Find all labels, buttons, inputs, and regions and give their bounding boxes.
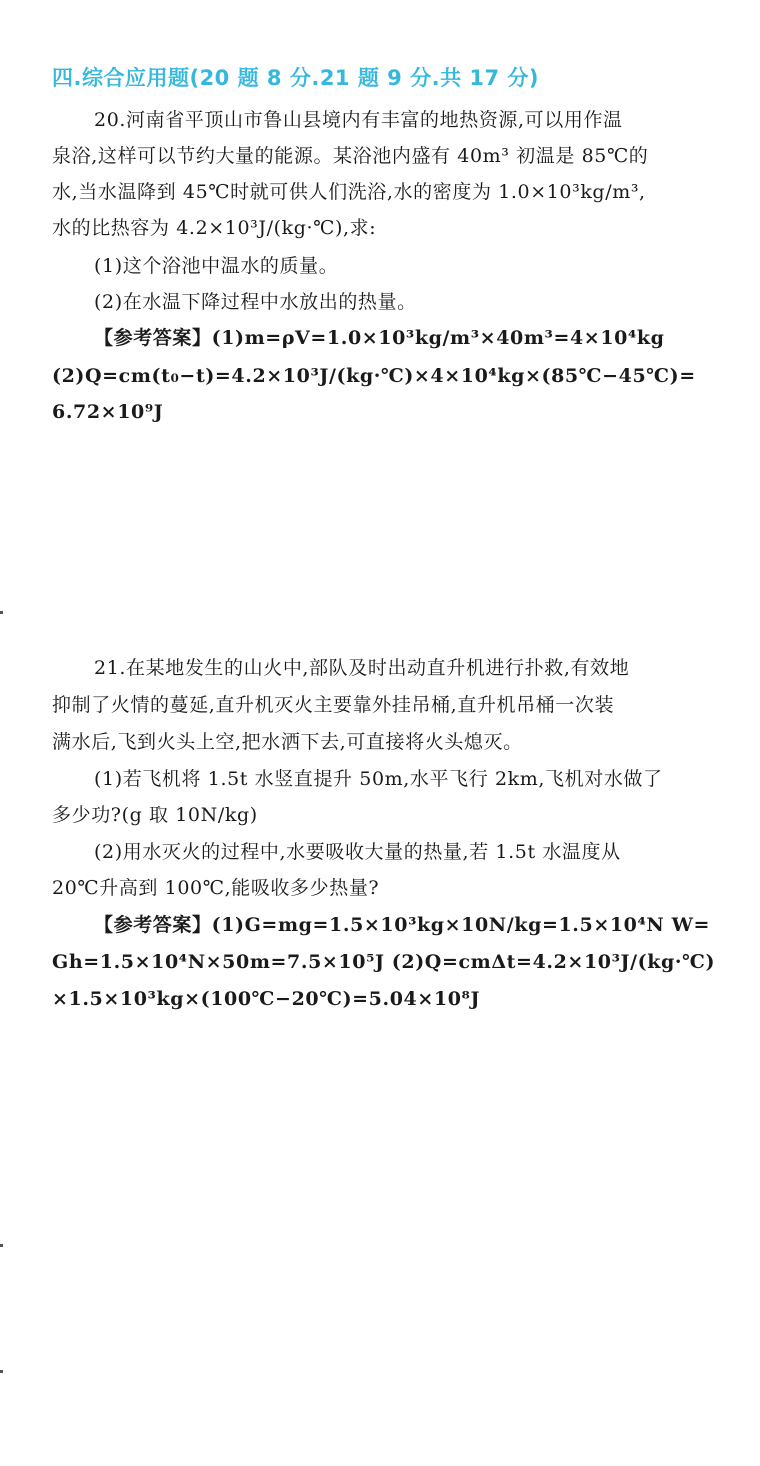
q20-answer-line-3: 6.72×10⁹J: [52, 401, 164, 423]
q21-sub-2-line-1: (2)用水灭火的过程中,水要吸收大量的热量,若 1.5t 水温度从: [94, 841, 621, 863]
q21-sub-2-line-2: 20℃升高到 100℃,能吸收多少热量?: [52, 877, 380, 899]
scan-mark: [0, 1244, 3, 1247]
q20-line-2: 泉浴,这样可以节约大量的能源。某浴池内盛有 40m³ 初温是 85℃的: [52, 145, 649, 167]
q21-answer-line-1: 【参考答案】(1)G=mg=1.5×10³kg×10N/kg=1.5×10⁴N W=: [94, 914, 711, 936]
q20-line-1: 20.河南省平顶山市鲁山县境内有丰富的地热资源,可以用作温: [94, 109, 623, 131]
section-title: 四.综合应用题(20 题 8 分.21 题 9 分.共 17 分): [52, 66, 540, 90]
q21-line-1: 21.在某地发生的山火中,部队及时出动直升机进行扑救,有效地: [94, 657, 630, 679]
q21-sub-1-line-2: 多少功?(g 取 10N/kg): [52, 804, 258, 826]
q20-answer-line-2: (2)Q=cm(t₀−t)=4.2×10³J/(kg·℃)×4×10⁴kg×(85℃−45℃)=: [52, 365, 696, 387]
q21-answer-line-3: ×1.5×10³kg×(100℃−20℃)=5.04×10⁸J: [52, 988, 481, 1010]
q21-line-3: 满水后,飞到火头上空,把水洒下去,可直接将火头熄灭。: [52, 731, 523, 753]
q21-answer-line-2: Gh=1.5×10⁴N×50m=7.5×10⁵J (2)Q=cmΔt=4.2×10³J/(kg·℃): [52, 951, 716, 973]
q20-line-4: 水的比热容为 4.2×10³J/(kg·℃),求:: [52, 217, 377, 239]
q21-sub-1-line-1: (1)若飞机将 1.5t 水竖直提升 50m,水平飞行 2km,飞机对水做了: [94, 768, 663, 790]
q20-line-3: 水,当水温降到 45℃时就可供人们洗浴,水的密度为 1.0×10³kg/m³,: [52, 181, 646, 203]
q20-sub-2: (2)在水温下降过程中水放出的热量。: [94, 291, 417, 313]
q20-sub-1: (1)这个浴池中温水的质量。: [94, 255, 339, 277]
q20-answer-line-1: 【参考答案】(1)m=ρV=1.0×10³kg/m³×40m³=4×10⁴kg: [94, 327, 665, 349]
q21-line-2: 抑制了火情的蔓延,直升机灭火主要靠外挂吊桶,直升机吊桶一次装: [52, 694, 615, 716]
scan-mark: [0, 611, 3, 614]
scan-mark: [0, 1370, 3, 1373]
